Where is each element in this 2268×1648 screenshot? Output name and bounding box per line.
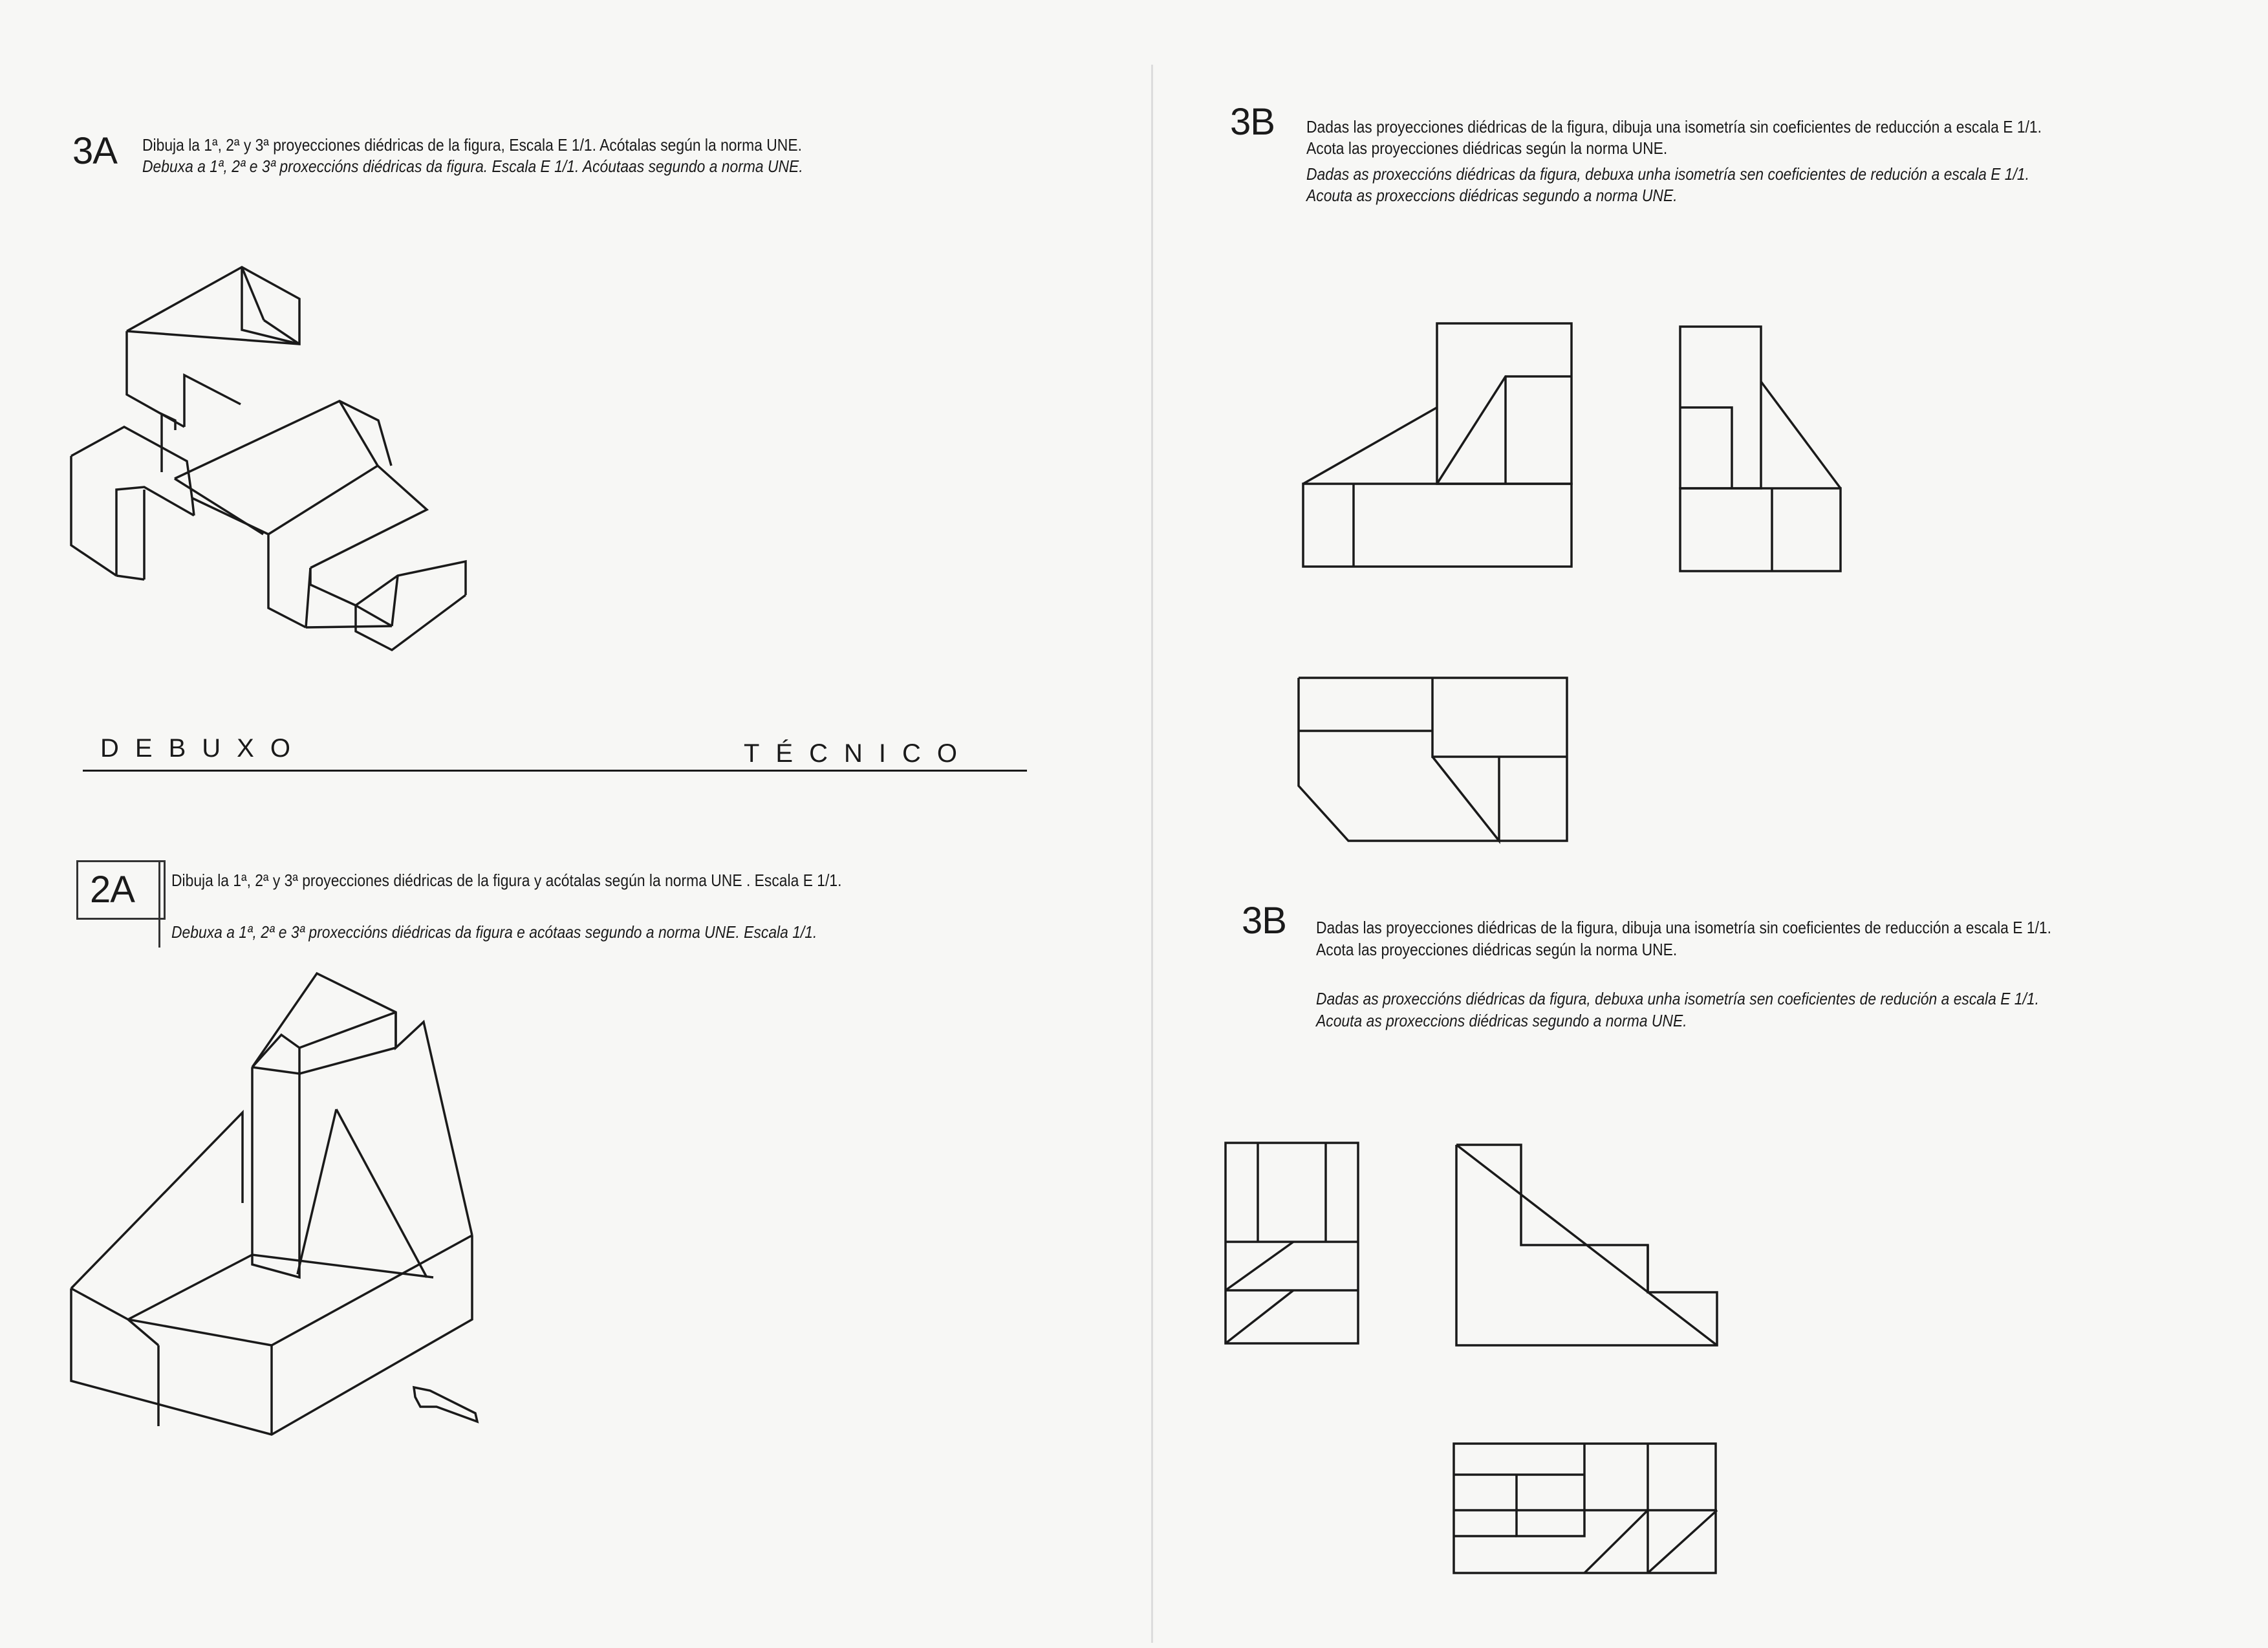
exercise-2a-instruction-es: Dibuja la 1ª, 2ª y 3ª proyecciones diédricas de la figura y acótalas según la norma UNE . Escala E 1/1. xyxy=(171,871,842,890)
exercise-3a-label: 3A xyxy=(72,130,117,172)
exercise-3a-instruction-gl: Debuxa a 1ª, 2ª e 3ª proxeccións diédricas da figura. Escala E 1/1. Acóutaas segundo a norma UNE. xyxy=(142,157,803,176)
banner-right-word: TÉCNICO xyxy=(744,739,973,768)
exercise-3b-bottom-instruction-es: Dadas las proyecciones diédricas de la figura, dibuja una isometría sin coeficientes de reducción a escala E 1/1. xyxy=(1316,918,2052,937)
exercise-3b-top-dimension-es: Acota las proyecciones diédricas según la norma UNE. xyxy=(1306,138,1668,158)
banner-left-word: DEBUXO xyxy=(100,734,307,763)
exercise-3b-bottom-instruction-gl: Dadas as proxeccións diédricas da figura, debuxa unha isometría sen coeficientes de redución a escala E 1/1. xyxy=(1316,989,2039,1008)
exercise-3b-bottom-dimension-gl: Acouta as proxeccions diédricas segundo a norma UNE. xyxy=(1316,1011,1687,1030)
exercise-3a-instruction-es: Dibuja la 1ª, 2ª y 3ª proyecciones diédricas de la figura, Escala E 1/1. Acótalas según la norma UNE. xyxy=(142,135,802,155)
exercise-3b-top-label: 3B xyxy=(1230,101,1275,143)
exercise-3b-bottom-dimension-es: Acota las proyecciones diédricas según la norma UNE. xyxy=(1316,940,1678,959)
exercise-2a-label: 2A xyxy=(76,860,166,920)
exercise-3b-top-dimension-gl: Acouta as proxeccions diédricas segundo a norma UNE. xyxy=(1306,186,1678,205)
exercise-3b-bottom-label: 3B xyxy=(1242,900,1286,942)
exercise-3b-top-instruction-gl: Dadas as proxeccións diédricas da figura, debuxa unha isometría sen coeficientes de redución a escala E 1/1. xyxy=(1306,164,2029,184)
exercise-2a-instruction-gl: Debuxa a 1ª, 2ª e 3ª proxeccións diédricas da figura e acótaas segundo a norma UNE. Escala 1/1. xyxy=(171,922,817,942)
exercise-3b-top-instruction-es: Dadas las proyecciones diédricas de la figura, dibuja una isometría sin coeficientes de reducción a escala E 1/1. xyxy=(1306,117,2042,136)
